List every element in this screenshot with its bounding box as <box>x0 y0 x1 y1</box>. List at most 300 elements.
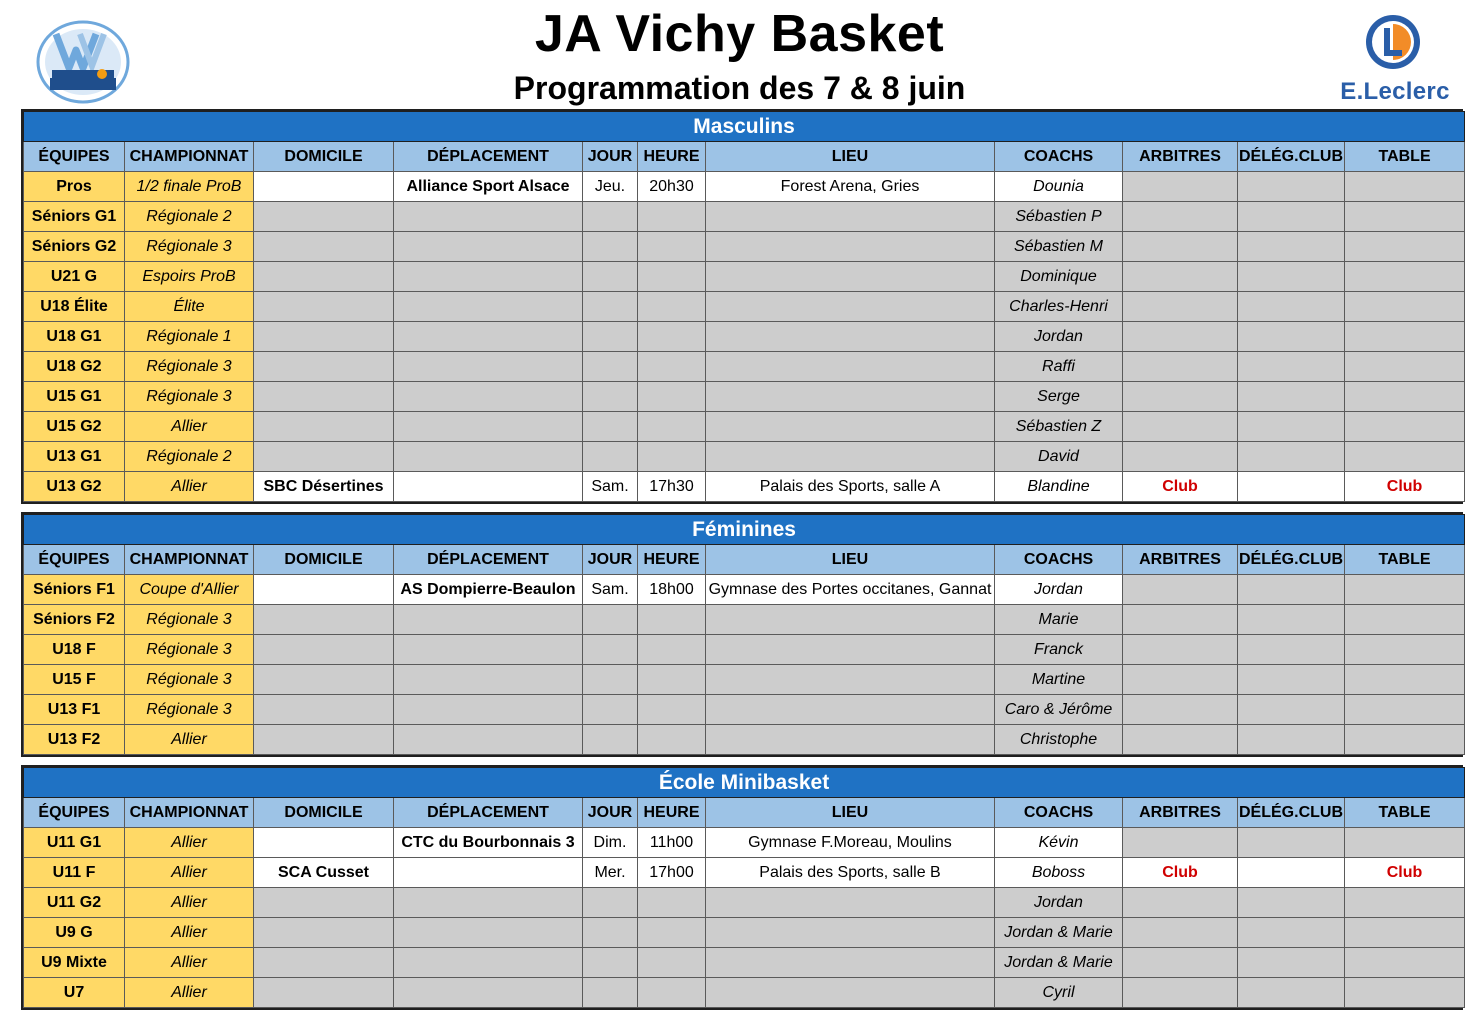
col-arbitres-header: ARBITRES <box>1123 142 1238 172</box>
deleg-club-cell <box>1238 888 1345 918</box>
col-deplacement-header: DÉPLACEMENT <box>394 142 583 172</box>
deleg-club-cell <box>1238 665 1345 695</box>
arbitres-cell <box>1123 352 1238 382</box>
lieu-cell: Palais des Sports, salle A <box>706 472 995 502</box>
domicile-cell <box>254 695 394 725</box>
heure-cell: 17h00 <box>638 858 706 888</box>
table-row <box>24 665 1465 695</box>
arbitres-cell <box>1123 412 1238 442</box>
deplacement-cell <box>394 858 583 888</box>
championnat-cell: Allier <box>125 978 254 1008</box>
col-deplacement-header: DÉPLACEMENT <box>394 798 583 828</box>
domicile-cell <box>254 202 394 232</box>
table-cell <box>1345 918 1465 948</box>
table-row <box>24 382 1465 412</box>
jour-cell: Dim. <box>583 828 638 858</box>
championnat-cell: Allier <box>125 948 254 978</box>
deleg-club-cell <box>1238 472 1345 502</box>
table-row <box>24 172 1465 202</box>
deplacement-cell <box>394 352 583 382</box>
col-deplacement-header: DÉPLACEMENT <box>394 545 583 575</box>
team-cell: Séniors G2 <box>24 232 125 262</box>
schedule-table <box>23 111 1465 502</box>
column-header-row <box>24 142 1465 172</box>
col-heure-header: HEURE <box>638 798 706 828</box>
section-masculins <box>21 109 1463 504</box>
team-cell: U11 G2 <box>24 888 125 918</box>
team-cell: U9 Mixte <box>24 948 125 978</box>
lieu-cell <box>706 635 995 665</box>
arbitres-cell <box>1123 665 1238 695</box>
domicile-cell <box>254 725 394 755</box>
table-cell: Club <box>1345 472 1465 502</box>
team-cell: U13 G2 <box>24 472 125 502</box>
deplacement-cell <box>394 665 583 695</box>
team-cell: U15 G2 <box>24 412 125 442</box>
table-row <box>24 635 1465 665</box>
lieu-cell <box>706 382 995 412</box>
team-cell: U13 F2 <box>24 725 125 755</box>
col-domicile-header: DOMICILE <box>254 142 394 172</box>
team-cell: U13 F1 <box>24 695 125 725</box>
championnat-cell: Régionale 2 <box>125 442 254 472</box>
deplacement-cell <box>394 472 583 502</box>
col-lieu-header: LIEU <box>706 142 995 172</box>
jour-cell: Sam. <box>583 472 638 502</box>
coach-cell: Charles-Henri <box>995 292 1123 322</box>
team-cell: U13 G1 <box>24 442 125 472</box>
championnat-cell: Élite <box>125 292 254 322</box>
arbitres-cell <box>1123 575 1238 605</box>
heure-cell <box>638 232 706 262</box>
jour-cell <box>583 888 638 918</box>
deleg-club-cell <box>1238 978 1345 1008</box>
championnat-cell: 1/2 finale ProB <box>125 172 254 202</box>
lieu-cell <box>706 352 995 382</box>
domicile-cell <box>254 292 394 322</box>
domicile-cell <box>254 575 394 605</box>
heure-cell <box>638 888 706 918</box>
col-arbitres-header: ARBITRES <box>1123 545 1238 575</box>
domicile-cell <box>254 665 394 695</box>
domicile-cell: SBC Désertines <box>254 472 394 502</box>
lieu-cell: Gymnase F.Moreau, Moulins <box>706 828 995 858</box>
arbitres-cell: Club <box>1123 858 1238 888</box>
heure-cell <box>638 412 706 442</box>
arbitres-cell <box>1123 888 1238 918</box>
deplacement-cell <box>394 202 583 232</box>
jour-cell: Jeu. <box>583 172 638 202</box>
championnat-cell: Régionale 3 <box>125 232 254 262</box>
domicile-cell: SCA Cusset <box>254 858 394 888</box>
team-cell: Séniors F2 <box>24 605 125 635</box>
deplacement-cell <box>394 948 583 978</box>
arbitres-cell <box>1123 322 1238 352</box>
deplacement-cell <box>394 382 583 412</box>
arbitres-cell <box>1123 695 1238 725</box>
coach-cell: Sébastien P <box>995 202 1123 232</box>
col-table-header: TABLE <box>1345 142 1465 172</box>
col-deleg-club-header: DÉLÉG.CLUB <box>1238 798 1345 828</box>
table-cell <box>1345 888 1465 918</box>
coach-cell: Franck <box>995 635 1123 665</box>
col-coachs-header: COACHS <box>995 142 1123 172</box>
team-cell: U21 G <box>24 262 125 292</box>
coach-cell: Caro & Jérôme <box>995 695 1123 725</box>
deleg-club-cell <box>1238 948 1345 978</box>
lieu-cell <box>706 322 995 352</box>
coach-cell: Cyril <box>995 978 1123 1008</box>
coach-cell: Serge <box>995 382 1123 412</box>
deleg-club-cell <box>1238 605 1345 635</box>
domicile-cell <box>254 635 394 665</box>
domicile-cell <box>254 412 394 442</box>
coach-cell: Blandine <box>995 472 1123 502</box>
lieu-cell <box>706 978 995 1008</box>
deplacement-cell <box>394 262 583 292</box>
coach-cell: Sébastien M <box>995 232 1123 262</box>
deleg-club-cell <box>1238 352 1345 382</box>
team-cell: U11 F <box>24 858 125 888</box>
jour-cell: Sam. <box>583 575 638 605</box>
table-cell <box>1345 948 1465 978</box>
table-row <box>24 292 1465 322</box>
col-lieu-header: LIEU <box>706 545 995 575</box>
championnat-cell: Régionale 3 <box>125 695 254 725</box>
column-header-row <box>24 545 1465 575</box>
leclerc-logo <box>1330 12 1460 104</box>
jour-cell <box>583 635 638 665</box>
lieu-cell <box>706 605 995 635</box>
heure-cell: 17h30 <box>638 472 706 502</box>
table-row <box>24 725 1465 755</box>
championnat-cell: Régionale 3 <box>125 665 254 695</box>
deleg-club-cell <box>1238 828 1345 858</box>
championnat-cell: Régionale 1 <box>125 322 254 352</box>
championnat-cell: Espoirs ProB <box>125 262 254 292</box>
col-table-header: TABLE <box>1345 545 1465 575</box>
championnat-cell: Régionale 3 <box>125 382 254 412</box>
deleg-club-cell <box>1238 232 1345 262</box>
heure-cell <box>638 442 706 472</box>
table-row <box>24 232 1465 262</box>
col-domicile-header: DOMICILE <box>254 798 394 828</box>
deplacement-cell <box>394 635 583 665</box>
page-header <box>0 0 1479 108</box>
jour-cell <box>583 978 638 1008</box>
table-cell <box>1345 978 1465 1008</box>
deplacement-cell <box>394 725 583 755</box>
deleg-club-cell <box>1238 292 1345 322</box>
deleg-club-cell <box>1238 442 1345 472</box>
table-row <box>24 695 1465 725</box>
heure-cell <box>638 605 706 635</box>
lieu-cell <box>706 412 995 442</box>
col-heure-header: HEURE <box>638 142 706 172</box>
col-equipes-header: ÉQUIPES <box>24 142 125 172</box>
heure-cell: 18h00 <box>638 575 706 605</box>
jour-cell <box>583 262 638 292</box>
section-title: École Minibasket <box>24 768 1465 798</box>
deleg-club-cell <box>1238 412 1345 442</box>
coach-cell: Kévin <box>995 828 1123 858</box>
jour-cell <box>583 605 638 635</box>
arbitres-cell <box>1123 725 1238 755</box>
team-cell: Pros <box>24 172 125 202</box>
domicile-cell <box>254 442 394 472</box>
championnat-cell: Coupe d'Allier <box>125 575 254 605</box>
championnat-cell: Allier <box>125 725 254 755</box>
jour-cell <box>583 352 638 382</box>
domicile-cell <box>254 232 394 262</box>
jour-cell <box>583 948 638 978</box>
coach-cell: Marie <box>995 605 1123 635</box>
section-ecole-minibasket <box>21 765 1463 1010</box>
arbitres-cell: Club <box>1123 472 1238 502</box>
table-cell <box>1345 172 1465 202</box>
deplacement-cell <box>394 232 583 262</box>
deplacement-cell: Alliance Sport Alsace <box>394 172 583 202</box>
col-table-header: TABLE <box>1345 798 1465 828</box>
domicile-cell <box>254 352 394 382</box>
table-cell <box>1345 828 1465 858</box>
col-championnat-header: CHAMPIONNAT <box>125 142 254 172</box>
arbitres-cell <box>1123 202 1238 232</box>
heure-cell: 20h30 <box>638 172 706 202</box>
section-title: Masculins <box>24 112 1465 142</box>
arbitres-cell <box>1123 948 1238 978</box>
table-cell <box>1345 322 1465 352</box>
championnat-cell: Allier <box>125 472 254 502</box>
jour-cell: Mer. <box>583 858 638 888</box>
lieu-cell <box>706 665 995 695</box>
table-row <box>24 888 1465 918</box>
team-cell: U7 <box>24 978 125 1008</box>
coach-cell: Dounia <box>995 172 1123 202</box>
lieu-cell <box>706 292 995 322</box>
deleg-club-cell <box>1238 202 1345 232</box>
heure-cell <box>638 202 706 232</box>
championnat-cell: Allier <box>125 888 254 918</box>
deplacement-cell: AS Dompierre-Beaulon <box>394 575 583 605</box>
col-lieu-header: LIEU <box>706 798 995 828</box>
col-jour-header: JOUR <box>583 142 638 172</box>
col-domicile-header: DOMICILE <box>254 545 394 575</box>
coach-cell: David <box>995 442 1123 472</box>
jour-cell <box>583 202 638 232</box>
table-cell: Club <box>1345 858 1465 888</box>
col-deleg-club-header: DÉLÉG.CLUB <box>1238 545 1345 575</box>
table-cell <box>1345 605 1465 635</box>
deleg-club-cell <box>1238 322 1345 352</box>
team-cell: U11 G1 <box>24 828 125 858</box>
domicile-cell <box>254 605 394 635</box>
table-cell <box>1345 292 1465 322</box>
jour-cell <box>583 442 638 472</box>
domicile-cell <box>254 978 394 1008</box>
team-cell: Séniors G1 <box>24 202 125 232</box>
table-cell <box>1345 695 1465 725</box>
table-cell <box>1345 725 1465 755</box>
lieu-cell <box>706 948 995 978</box>
lieu-cell: Palais des Sports, salle B <box>706 858 995 888</box>
coach-cell: Jordan <box>995 322 1123 352</box>
heure-cell <box>638 978 706 1008</box>
coach-cell: Martine <box>995 665 1123 695</box>
col-heure-header: HEURE <box>638 545 706 575</box>
arbitres-cell <box>1123 828 1238 858</box>
heure-cell <box>638 918 706 948</box>
heure-cell <box>638 292 706 322</box>
col-equipes-header: ÉQUIPES <box>24 545 125 575</box>
table-row <box>24 858 1465 888</box>
table-cell <box>1345 382 1465 412</box>
coach-cell: Jordan & Marie <box>995 918 1123 948</box>
arbitres-cell <box>1123 918 1238 948</box>
deplacement-cell <box>394 888 583 918</box>
jour-cell <box>583 725 638 755</box>
team-cell: U18 G2 <box>24 352 125 382</box>
table-cell <box>1345 665 1465 695</box>
jour-cell <box>583 292 638 322</box>
arbitres-cell <box>1123 442 1238 472</box>
deleg-club-cell <box>1238 172 1345 202</box>
deleg-club-cell <box>1238 695 1345 725</box>
arbitres-cell <box>1123 605 1238 635</box>
arbitres-cell <box>1123 262 1238 292</box>
domicile-cell <box>254 172 394 202</box>
deleg-club-cell <box>1238 382 1345 412</box>
arbitres-cell <box>1123 292 1238 322</box>
domicile-cell <box>254 322 394 352</box>
lieu-cell <box>706 918 995 948</box>
table-row <box>24 948 1465 978</box>
deleg-club-cell <box>1238 858 1345 888</box>
team-cell: U18 Élite <box>24 292 125 322</box>
table-row <box>24 918 1465 948</box>
col-deleg-club-header: DÉLÉG.CLUB <box>1238 142 1345 172</box>
coach-cell: Boboss <box>995 858 1123 888</box>
lieu-cell <box>706 202 995 232</box>
table-row <box>24 575 1465 605</box>
table-cell <box>1345 352 1465 382</box>
leclerc-wordmark: E.Leclerc <box>1340 78 1450 105</box>
table-cell <box>1345 262 1465 292</box>
deplacement-cell: CTC du Bourbonnais 3 <box>394 828 583 858</box>
col-championnat-header: CHAMPIONNAT <box>125 798 254 828</box>
heure-cell <box>638 635 706 665</box>
col-jour-header: JOUR <box>583 798 638 828</box>
championnat-cell: Régionale 3 <box>125 352 254 382</box>
lieu-cell: Gymnase des Portes occitanes, Gannat <box>706 575 995 605</box>
table-row <box>24 352 1465 382</box>
lieu-cell <box>706 442 995 472</box>
team-cell: U9 G <box>24 918 125 948</box>
lieu-cell <box>706 888 995 918</box>
team-cell: U18 F <box>24 635 125 665</box>
table-row <box>24 412 1465 442</box>
championnat-cell: Allier <box>125 918 254 948</box>
team-cell: U18 G1 <box>24 322 125 352</box>
heure-cell <box>638 262 706 292</box>
deleg-club-cell <box>1238 918 1345 948</box>
heure-cell <box>638 382 706 412</box>
championnat-cell: Régionale 2 <box>125 202 254 232</box>
team-cell: Séniors F1 <box>24 575 125 605</box>
table-row <box>24 978 1465 1008</box>
jour-cell <box>583 412 638 442</box>
table-row <box>24 322 1465 352</box>
page-subtitle: Programmation des 7 & 8 juin <box>513 70 966 106</box>
lieu-cell <box>706 695 995 725</box>
jour-cell <box>583 918 638 948</box>
col-arbitres-header: ARBITRES <box>1123 798 1238 828</box>
coach-cell: Jordan <box>995 575 1123 605</box>
heure-cell <box>638 352 706 382</box>
domicile-cell <box>254 382 394 412</box>
coach-cell: Dominique <box>995 262 1123 292</box>
col-coachs-header: COACHS <box>995 545 1123 575</box>
deleg-club-cell <box>1238 635 1345 665</box>
jour-cell <box>583 695 638 725</box>
deplacement-cell <box>394 292 583 322</box>
section-feminines <box>21 512 1463 757</box>
coach-cell: Jordan & Marie <box>995 948 1123 978</box>
arbitres-cell <box>1123 172 1238 202</box>
col-jour-header: JOUR <box>583 545 638 575</box>
deplacement-cell <box>394 695 583 725</box>
domicile-cell <box>254 262 394 292</box>
section-title: Féminines <box>24 515 1465 545</box>
col-equipes-header: ÉQUIPES <box>24 798 125 828</box>
deleg-club-cell <box>1238 575 1345 605</box>
table-cell <box>1345 202 1465 232</box>
table-row <box>24 605 1465 635</box>
deplacement-cell <box>394 442 583 472</box>
jour-cell <box>583 232 638 262</box>
lieu-cell: Forest Arena, Gries <box>706 172 995 202</box>
arbitres-cell <box>1123 635 1238 665</box>
heure-cell <box>638 322 706 352</box>
col-championnat-header: CHAMPIONNAT <box>125 545 254 575</box>
deplacement-cell <box>394 605 583 635</box>
jour-cell <box>583 322 638 352</box>
heure-cell <box>638 725 706 755</box>
heure-cell <box>638 695 706 725</box>
deplacement-cell <box>394 978 583 1008</box>
column-header-row <box>24 798 1465 828</box>
schedule-table <box>23 514 1465 755</box>
deleg-club-cell <box>1238 262 1345 292</box>
heure-cell <box>638 948 706 978</box>
table-row <box>24 828 1465 858</box>
schedule-table <box>23 767 1465 1008</box>
coach-cell: Sébastien Z <box>995 412 1123 442</box>
coach-cell: Jordan <box>995 888 1123 918</box>
domicile-cell <box>254 948 394 978</box>
table-row <box>24 472 1465 502</box>
team-cell: U15 G1 <box>24 382 125 412</box>
table-cell <box>1345 635 1465 665</box>
championnat-cell: Allier <box>125 412 254 442</box>
championnat-cell: Régionale 3 <box>125 605 254 635</box>
col-coachs-header: COACHS <box>995 798 1123 828</box>
page-title: JA Vichy Basket <box>534 5 945 63</box>
table-cell <box>1345 232 1465 262</box>
deplacement-cell <box>394 918 583 948</box>
championnat-cell: Régionale 3 <box>125 635 254 665</box>
deplacement-cell <box>394 322 583 352</box>
